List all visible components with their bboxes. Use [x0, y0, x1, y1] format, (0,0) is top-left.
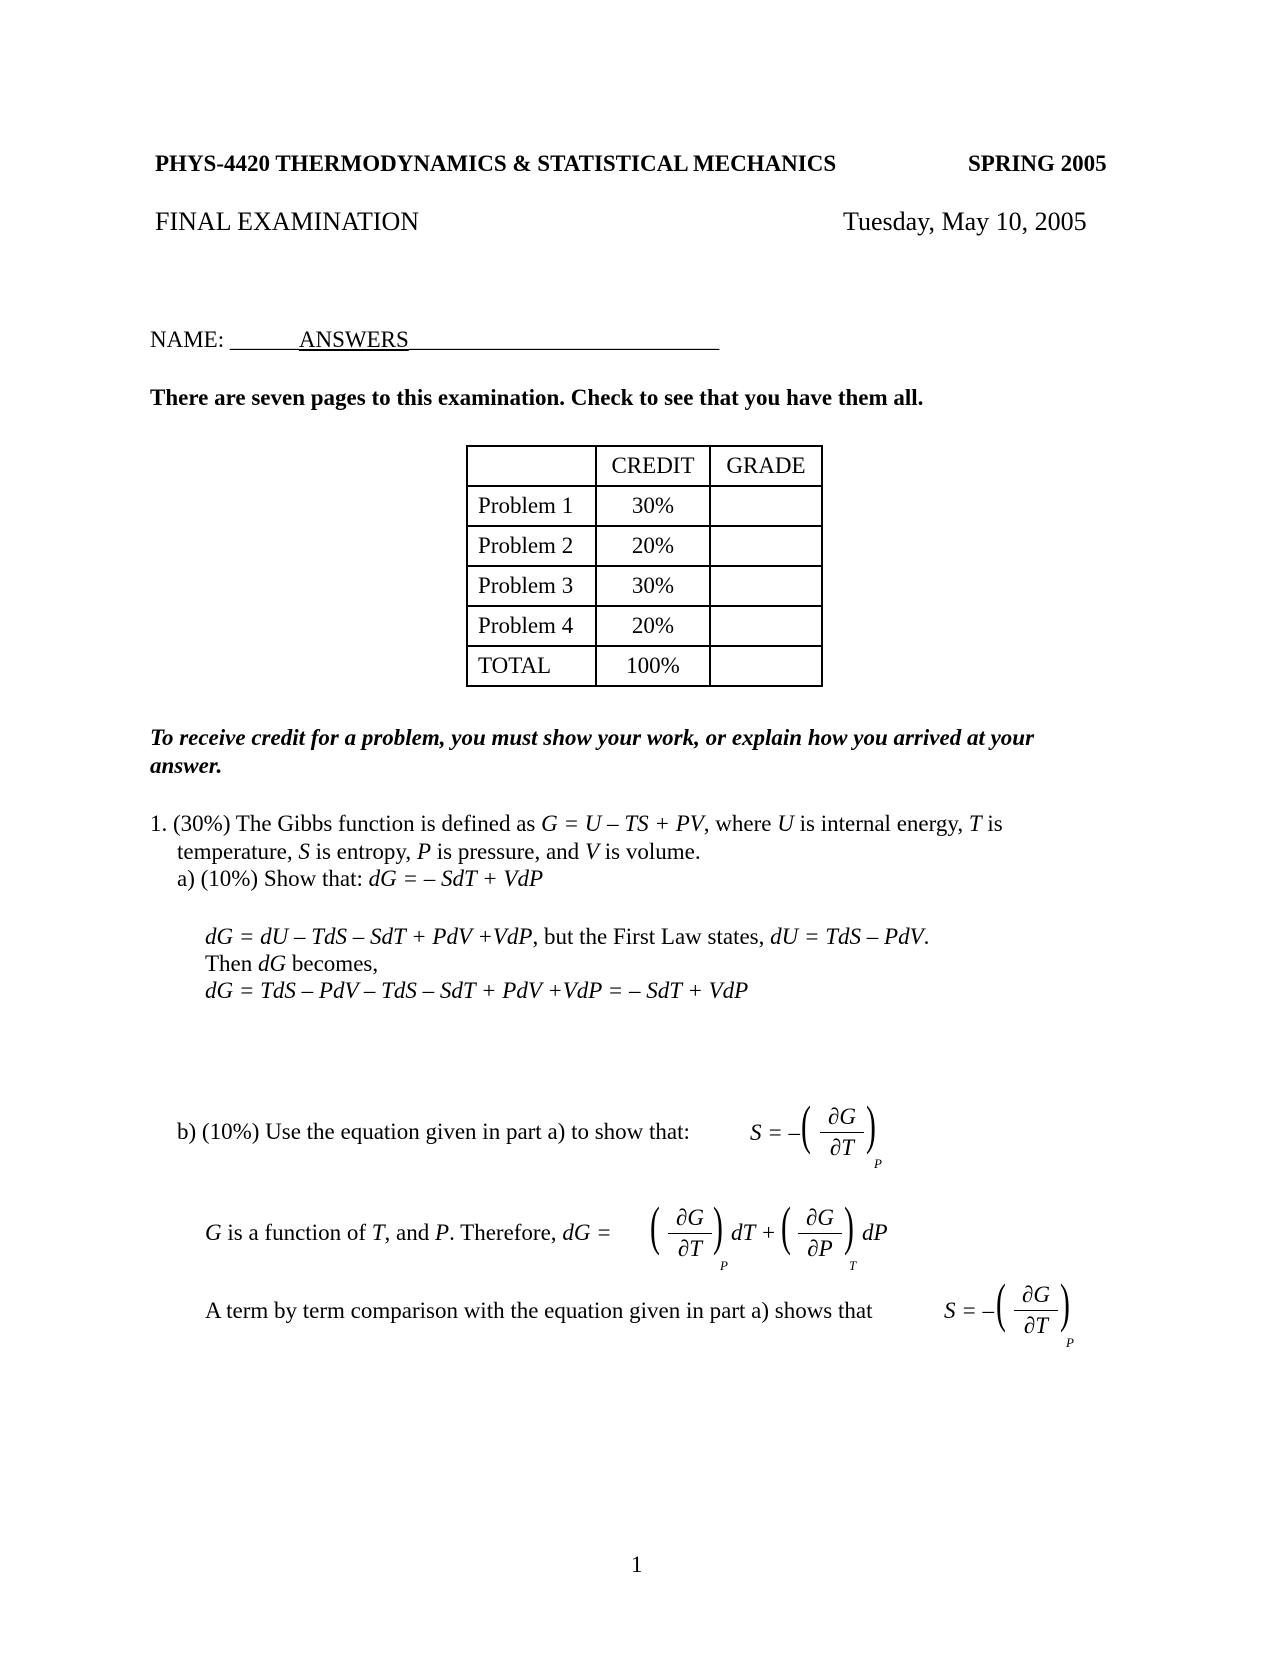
symbol-T: T: [371, 1220, 385, 1245]
s-equals: S = –: [750, 1120, 801, 1145]
partial-numerator: ∂G: [676, 1205, 704, 1230]
grade-cell: [710, 606, 822, 646]
intro-text: is: [981, 811, 1003, 836]
grade-cell: [710, 566, 822, 606]
partial-fraction-dT: [668, 1205, 712, 1262]
problem1-intro-line1: [150, 811, 1003, 837]
page-number: 1: [631, 1552, 643, 1577]
answer-b-text: . Therefore,: [449, 1220, 563, 1245]
symbol-S: S: [298, 839, 310, 864]
table-row: [467, 566, 822, 606]
credit-cell: 30%: [596, 566, 710, 606]
symbol-G: G: [205, 1220, 222, 1245]
fraction-bar: [1014, 1310, 1058, 1311]
answer-a-line2: [205, 951, 378, 977]
table-row: [467, 486, 822, 526]
dT-plus: dT +: [731, 1220, 777, 1245]
intro-prefix: 1. (30%) The Gibbs function is defined as: [150, 811, 542, 836]
grade-cell: [710, 646, 822, 686]
partial-numerator: ∂G: [828, 1104, 856, 1129]
part-a-equation: dG = – SdT + VdP: [368, 866, 544, 891]
credit-cell: 20%: [596, 606, 710, 646]
partial-fraction: [820, 1104, 864, 1161]
term: SPRING 2005: [968, 151, 1107, 176]
table-header-cell: CREDIT: [596, 446, 710, 486]
partial-denominator: ∂T: [677, 1236, 703, 1261]
partial-numerator: ∂G: [1022, 1282, 1050, 1307]
table-header-cell: GRADE: [710, 446, 822, 486]
subscript-P: P: [874, 1156, 882, 1171]
table-header-row: [467, 446, 822, 486]
symbol-dG: dG: [258, 951, 287, 976]
subscript-P: P: [1066, 1335, 1074, 1350]
intro-text: temperature,: [177, 839, 299, 864]
answer-a-line3: [205, 978, 748, 1004]
answer-b-line1: [205, 1220, 612, 1246]
answer-a-equation: dG = dU – TdS – SdT + PdV +VdP: [205, 924, 533, 949]
grade-cell: [710, 486, 822, 526]
dP-term: dP: [862, 1220, 888, 1245]
intro-text: is volume.: [599, 839, 701, 864]
left-paren: (: [801, 1095, 811, 1155]
partial-numerator: ∂G: [806, 1205, 834, 1230]
exam-date: Tuesday, May 10, 2005: [843, 207, 1087, 236]
credit-notice-line1: To receive credit for a problem, you must show your work, or explain how you arrived at your: [150, 725, 1035, 750]
problem1-intro-line2: [177, 839, 701, 865]
symbol-U: U: [777, 811, 794, 836]
partial-denominator: ∂P: [807, 1236, 833, 1261]
table-header-cell: [467, 446, 596, 486]
partial-denominator: ∂T: [829, 1135, 855, 1160]
credit-cell: 20%: [596, 526, 710, 566]
left-paren: (: [650, 1196, 660, 1256]
problem-cell: Problem 3: [467, 566, 596, 606]
name-pre-blank: ______: [229, 327, 299, 352]
intro-text: , where: [703, 811, 778, 836]
symbol-V: V: [584, 839, 599, 864]
name-post-blank: ___________________________: [408, 327, 720, 352]
right-paren: ): [1060, 1273, 1070, 1333]
answer-a-text: .: [923, 924, 930, 949]
course-title: PHYS-4420 THERMODYNAMICS & STATISTICAL MECHANICS: [155, 151, 837, 176]
table-row: [467, 646, 822, 686]
partial-fraction-final: [1014, 1282, 1058, 1339]
symbol-P: P: [435, 1220, 450, 1245]
s-equals-final: S = –: [944, 1298, 995, 1323]
subscript-P: P: [720, 1258, 728, 1273]
problem-cell: Problem 2: [467, 526, 596, 566]
grade-table: [466, 445, 823, 687]
right-paren: ): [866, 1095, 876, 1155]
name-label: NAME:: [150, 327, 225, 352]
part-b-label: b) (10%) Use the equation given in part a) to show that:: [177, 1119, 690, 1144]
name-line: [150, 327, 719, 353]
answer-b-text: is a function of: [221, 1220, 372, 1245]
first-law-equation: dU = TdS – PdV: [770, 924, 924, 949]
fraction-bar: [820, 1132, 864, 1133]
partial-fraction-dP: [798, 1205, 842, 1262]
pages-notice: There are seven pages to this examination. Check to see that you have them all.: [150, 385, 924, 410]
gibbs-equation: G = U – TS + PV: [541, 811, 704, 836]
table-row: [467, 526, 822, 566]
left-paren: (: [781, 1196, 791, 1256]
symbol-P: P: [416, 839, 431, 864]
left-paren: (: [996, 1273, 1006, 1333]
part-a-label: a) (10%) Show that:: [177, 866, 369, 891]
answer-a-text: Then: [205, 951, 259, 976]
answer-b-text: , and: [384, 1220, 435, 1245]
credit-cell: 30%: [596, 486, 710, 526]
answer-a-text: , but the First Law states,: [532, 924, 771, 949]
fraction-bar: [798, 1233, 842, 1234]
answer-a-text: becomes,: [286, 951, 379, 976]
problem-cell: Problem 1: [467, 486, 596, 526]
subscript-T: T: [849, 1258, 857, 1273]
exam-title: FINAL EXAMINATION: [155, 207, 420, 236]
part-a-question: [177, 866, 543, 892]
table-row: [467, 606, 822, 646]
symbol-T: T: [968, 811, 982, 836]
intro-text: is entropy,: [309, 839, 417, 864]
name-value: ANSWERS: [298, 327, 409, 352]
right-paren: ): [844, 1196, 854, 1256]
grade-cell: [710, 526, 822, 566]
problem-cell: TOTAL: [467, 646, 596, 686]
intro-text: is internal energy,: [793, 811, 969, 836]
answer-a-line1: [205, 924, 929, 950]
problem-cell: Problem 4: [467, 606, 596, 646]
fraction-bar: [668, 1233, 712, 1234]
right-paren: ): [713, 1196, 723, 1256]
answer-a-result-equation: dG = TdS – PdV – TdS – SdT + PdV +VdP = – SdT + VdP: [205, 978, 749, 1003]
partial-denominator: ∂T: [1023, 1313, 1049, 1338]
dG-equals: dG =: [562, 1220, 612, 1245]
credit-notice-line2: answer.: [150, 753, 223, 778]
credit-cell: 100%: [596, 646, 710, 686]
answer-b-compare: A term by term comparison with the equation given in part a) shows that: [205, 1298, 873, 1323]
intro-text: is pressure, and: [431, 839, 585, 864]
